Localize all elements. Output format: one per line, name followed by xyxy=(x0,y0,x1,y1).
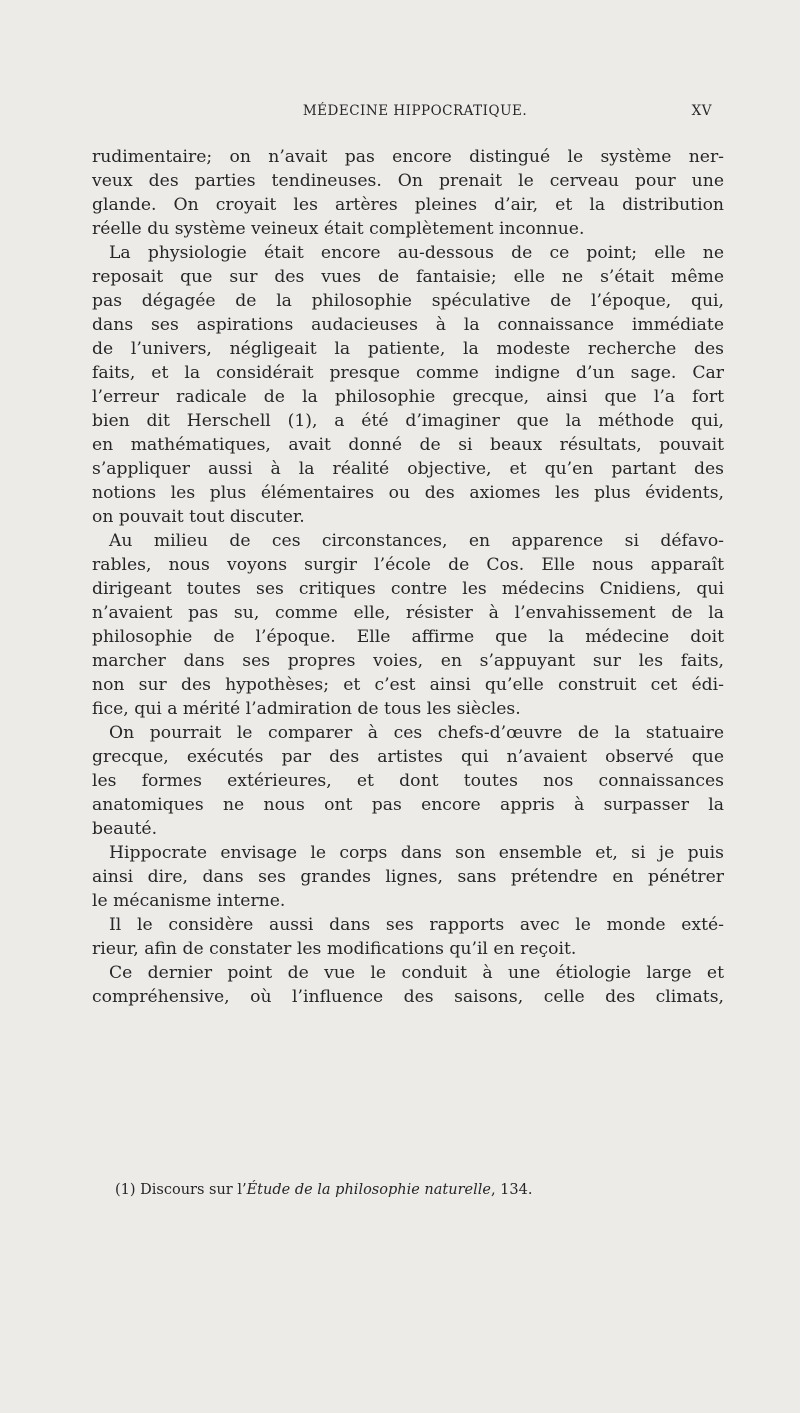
text-line: rudimentaire; on n’avait pas encore distingué le système ner- xyxy=(92,147,724,167)
text-line: non sur des hypothèses; et c’est ainsi qu’elle construit cet édi- xyxy=(92,675,724,695)
text-line: faits, et la considérait presque comme indigne d’un sage. Car xyxy=(92,363,724,383)
text-line: Ce dernier point de vue le conduit à une étiologie large et xyxy=(109,963,724,983)
text-line: Au milieu de ces circonstances, en apparence si défavo- xyxy=(109,531,724,551)
page-number: XV xyxy=(691,103,712,119)
body-text xyxy=(92,145,724,1009)
text-line: ainsi dire, dans ses grandes lignes, sans prétendre en pénétrer xyxy=(92,867,724,887)
text-line: n’avaient pas su, comme elle, résister à l’envahissement de la xyxy=(92,603,724,623)
text-line: dirigeant toutes ses critiques contre les médecins Cnidiens, qui xyxy=(92,579,724,599)
text-line: beauté. xyxy=(92,819,158,839)
text-line: bien dit Herschell (1), a été d’imaginer que la méthode qui, xyxy=(92,411,724,431)
text-line: glande. On croyait les artères pleines d’air, et la distribution xyxy=(92,195,724,215)
text-line: On pourrait le comparer à ces chefs-d’œuvre de la statuaire xyxy=(109,723,724,743)
running-title: MÉDECINE HIPPOCRATIQUE. xyxy=(302,103,528,119)
text-line: Hippocrate envisage le corps dans son ensemble et, si je puis xyxy=(109,843,724,863)
footnote xyxy=(115,1179,715,1201)
text-line: les formes extérieures, et dont toutes nos connaissances xyxy=(92,771,724,791)
text-line: reposait que sur des vues de fantaisie; elle ne s’était même xyxy=(92,267,724,287)
text-line: en mathématiques, avait donné de si beaux résultats, pouvait xyxy=(92,435,724,455)
text-line: philosophie de l’époque. Elle affirme que la médecine doit xyxy=(92,627,724,647)
text-line: Il le considère aussi dans ses rapports avec le monde exté- xyxy=(109,915,724,935)
text-line: La physiologie était encore au-dessous de ce point; elle ne xyxy=(109,243,724,263)
text-line: marcher dans ses propres voies, en s’appuyant sur les faits, xyxy=(92,651,724,671)
footnote-tail: , 134. xyxy=(490,1182,533,1198)
text-line: rieur, afin de constater les modifications qu’il en reçoit. xyxy=(92,939,577,959)
text-line: compréhensive, où l’influence des saisons, celle des climats, xyxy=(92,987,724,1007)
text-line: notions les plus élémentaires ou des axiomes les plus évidents, xyxy=(92,483,724,503)
text-line: pas dégagée de la philosophie spéculative de l’époque, qui, xyxy=(92,291,724,311)
text-line: de l’univers, négligeait la patiente, la modeste recherche des xyxy=(92,339,724,359)
text-line: anatomiques ne nous ont pas encore appris à surpasser la xyxy=(92,795,724,815)
text-line: le mécanisme interne. xyxy=(92,891,286,911)
text-line: rables, nous voyons surgir l’école de Cos. Elle nous apparaît xyxy=(92,555,724,575)
text-line: dans ses aspirations audacieuses à la connaissance immédiate xyxy=(92,315,724,335)
text-line: fice, qui a mérité l’admiration de tous les siècles. xyxy=(92,699,521,719)
footnote-marker: (1) Discours sur l’ xyxy=(115,1182,247,1198)
text-line: l’erreur radicale de la philosophie grecque, ainsi que l’a fort xyxy=(92,387,724,407)
text-line: s’appliquer aussi à la réalité objective, et qu’en partant des xyxy=(92,459,724,479)
text-line: on pouvait tout discuter. xyxy=(92,507,305,527)
text-line: veux des parties tendineuses. On prenait le cerveau pour une xyxy=(92,171,724,191)
text-line: réelle du système veineux était complètement inconnue. xyxy=(92,219,585,239)
text-line: grecque, exécutés par des artistes qui n’avaient observé que xyxy=(92,747,724,767)
page-header xyxy=(118,103,712,129)
footnote-title: Étude de la philosophie naturelle xyxy=(246,1182,491,1198)
